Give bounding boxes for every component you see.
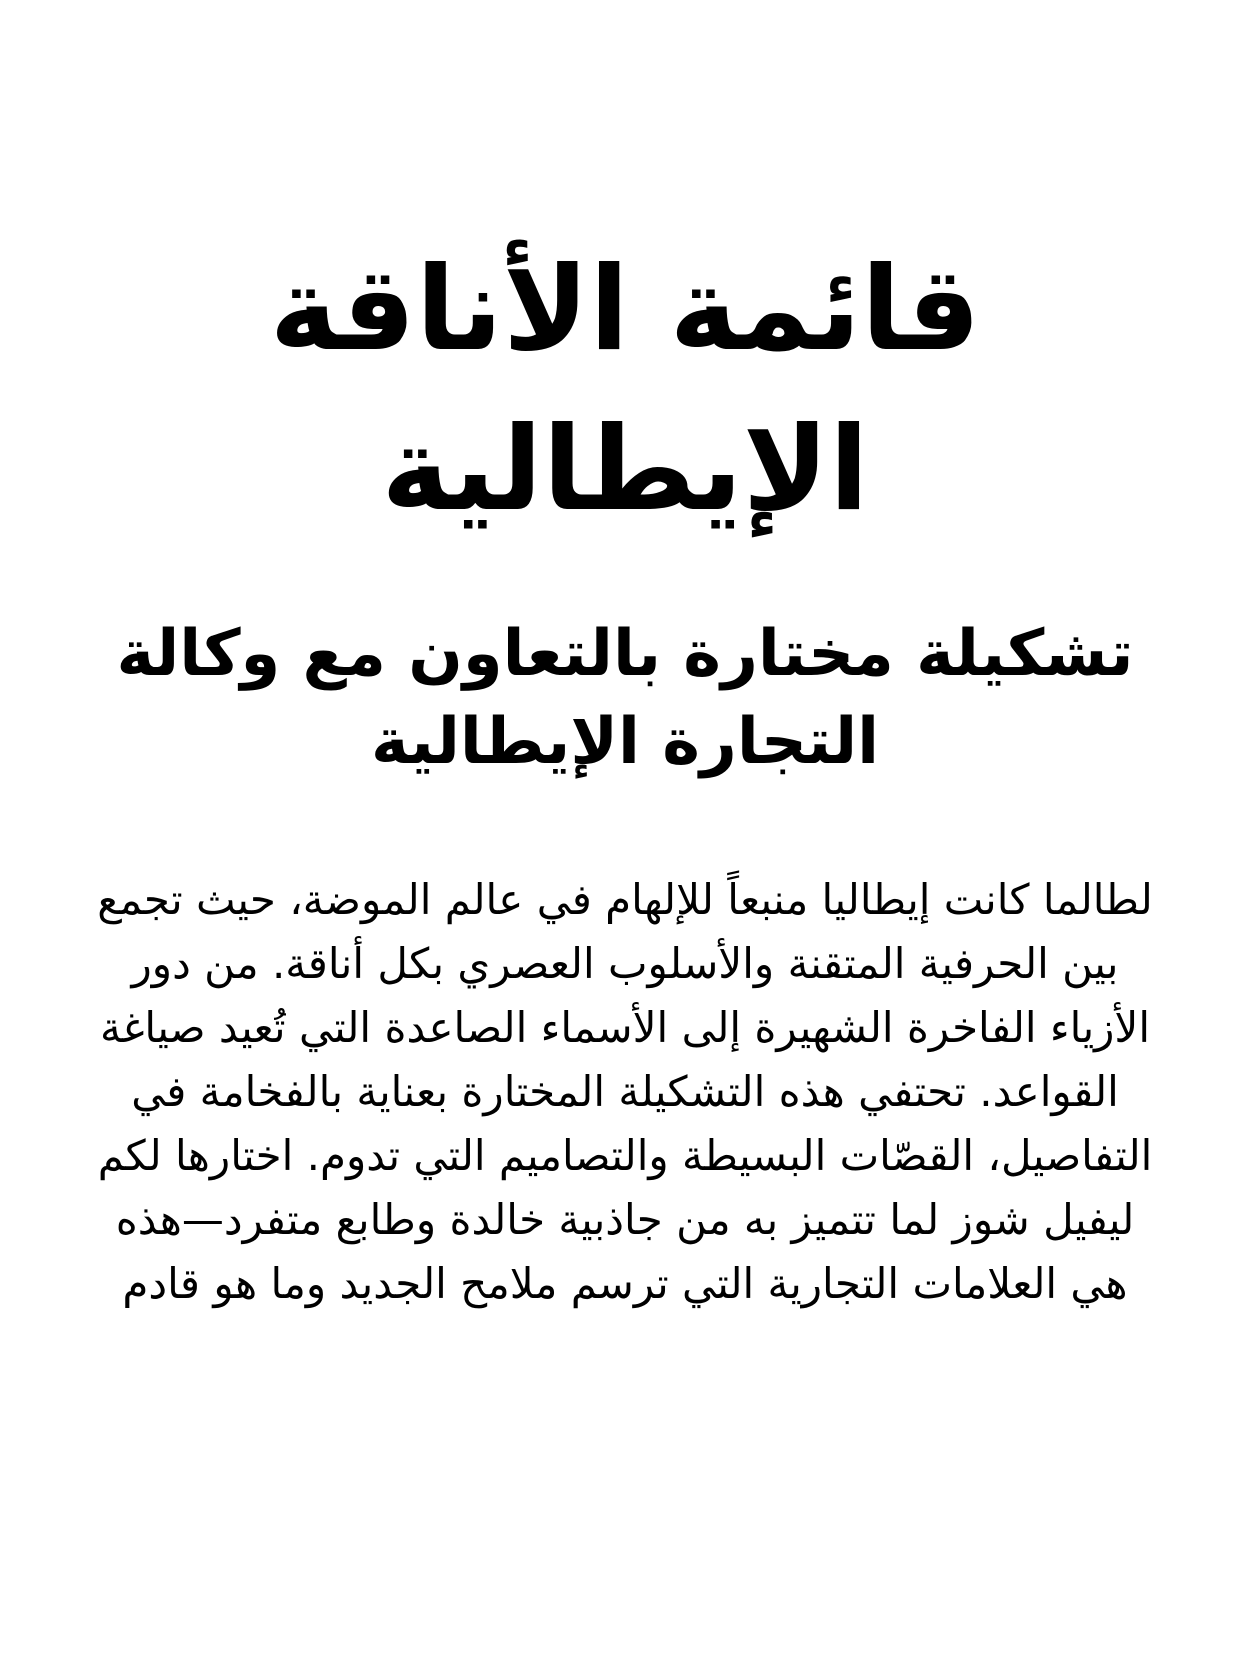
page-title: قائمة الأناقة الإيطالية (269, 242, 981, 537)
page-subtitle: تشكيلة مختارة بالتعاون مع وكالة التجارة الإيطالية (116, 617, 1134, 779)
body-paragraph: لطالما كانت إيطاليا منبعاً للإلهام في عالم الموضة، حيث تجمع بين الحرفية المتقنة والأسلوب العصري بكل أناقة. من دور الأزياء الفاخرة الشهيرة إلى الأسماء الصاعدة التي تُعيد صياغة القواعد. تحتفي هذه التشكيلة المختارة بعناية بالفخامة في التفاصيل، القصّات البسيطة والتصاميم التي تدوم. اختارها لكم ليفيل شوز لما تتميز به من جاذبية خالدة وطابع متفرد—هذه هي العلامات التجارية التي ترسم ملامح الجديد وما هو قادم (97, 875, 1153, 1308)
